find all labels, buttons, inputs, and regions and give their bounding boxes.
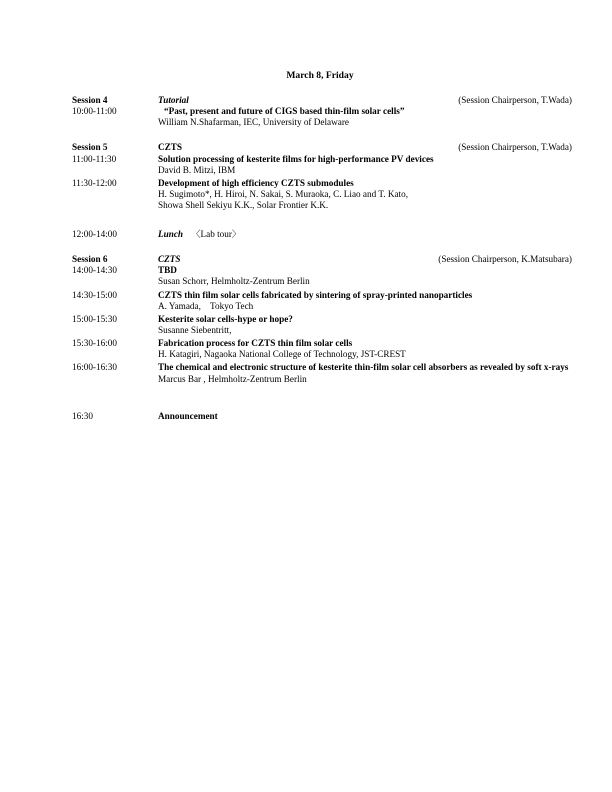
session-chair: (Session Chairperson, K.Matsubara) [438,254,572,264]
session-title: Tutorial [158,95,189,105]
talk-item [72,154,572,178]
talk-speaker: H. Katagiri, Nagaoka National College of Technology, JST-CREST [158,349,406,360]
session-title: CZTS [158,142,183,152]
talk-time: 14:30-15:00 [72,290,117,300]
talk-title: TBD [158,265,177,275]
talk-speaker: Marcus Bar , Helmholtz-Zentrum Berlin [158,373,307,384]
talk-item [72,314,572,338]
talk-item [72,265,572,289]
session-label: Session 5 [72,142,108,152]
session5-header [72,142,572,154]
talk-time: 10:00-11:00 [72,106,117,116]
talk-title: Fabrication process for CZTS thin film solar cells [158,338,353,348]
closing-title: Announcement [158,411,218,421]
lunch-title: Lunch [158,229,184,239]
session-label: Session 6 [72,254,108,264]
talk-title: CZTS thin film solar cells fabricated by sintering of spray-printed nanoparticles [158,290,473,300]
closing-row [72,411,572,423]
talk-title: Development of high efficiency CZTS submodules [158,178,354,188]
talk-speaker: William N.Shafarman, IEC, University of Delaware [158,117,349,128]
talk-title: Kesterite solar cells-hype or hope? [158,314,293,324]
talk-time: 15:00-15:30 [72,314,117,324]
talk-affiliation: Showa Shell Sekiyu K.K., Solar Frontier K.K. [158,200,329,211]
talk-time: 14:00-14:30 [72,265,117,275]
closing-time: 16:30 [72,411,93,421]
session-label: Session 4 [72,95,108,105]
lunch-row [72,229,572,241]
session-chair: (Session Chairperson, T.Wada) [458,142,572,152]
talk-speaker: Susan Schorr, Helmholtz-Zentrum Berlin [158,276,310,287]
lunch-note: 〈Lab tour〉 [191,229,242,239]
session-chair: (Session Chairperson, T.Wada) [458,95,572,105]
page-title: March 8, Friday [286,70,354,81]
talk-speaker: Susanne Siebentritt, [158,325,232,336]
talk-time: 15:30-16:00 [72,338,117,348]
talk-speaker: H. Sugimoto*, H. Hiroi, N. Sakai, S. Muraoka, C. Liao and T. Kato, [158,189,408,200]
talk-item [72,106,572,130]
talk-title: “Past, present and future of CIGS based thin-film solar cells” [164,106,405,116]
talk-item [72,290,572,314]
talk-title: The chemical and electronic structure of kesterite thin-film solar cell absorbers as revealed by soft x-rays [158,362,569,372]
talk-time: 11:30-12:00 [72,178,117,188]
session-title: CZTS [158,254,181,264]
talk-speaker: A. Yamada, Tokyo Tech [158,301,254,312]
talk-item [72,178,572,214]
talk-item [72,338,572,362]
talk-speaker: David B. Mitzi, IBM [158,165,236,176]
talk-item [72,362,572,398]
lunch-time: 12:00-14:00 [72,229,117,239]
talk-time: 11:00-11:30 [72,154,117,164]
talk-title: Solution processing of kesterite films for high-performance PV devices [158,154,434,164]
talk-time: 16:00-16:30 [72,362,117,372]
